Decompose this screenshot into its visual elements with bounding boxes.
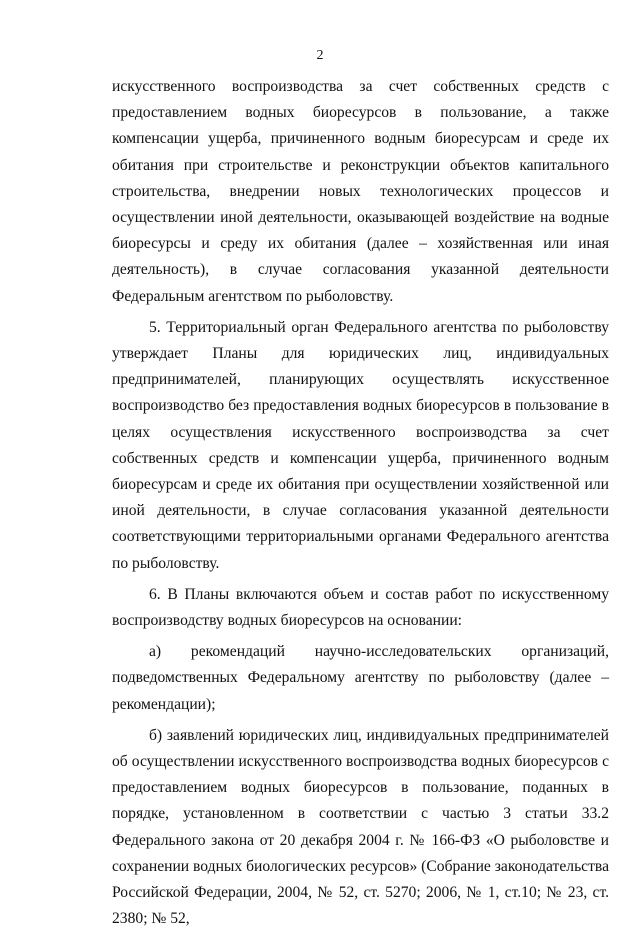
paragraph-item-5: 5. Территориальный орган Федерального агентства по рыболовству утверждает Планы для юридических лиц, индивидуальных предпринимателей, планирующих осуществлять искусственное воспроизводство без предоставления водных биоресурсов в пользование в целях осуществления искусственного воспроизводства за счет собственных средств и компенсации ущерба, причиненного водным биоресурсам и среде их обитания при осуществлении хозяйственной или иной деятельности, в случае согласования указанной деятельности соответствующими территориальными органами Федерального агентства по рыболовству. <box>112 318 609 572</box>
page-number: 2 <box>316 48 324 63</box>
paragraph-subitem-b: б) заявлений юридических лиц, индивидуальных предпринимателей об осуществлении искусственного воспроизводства водных биоресурсов с предоставлением водных биоресурсов в пользование, поданных в порядке, установленном в соответствии с частью 3 статьи 33.2 Федерального закона от 20 декабря 2004 г. № 166-ФЗ «О рыболовстве и сохранении водных биологических ресурсов» (Собрание законодательства Российской Федерации, 2004, № 52, ст. 5270; 2006, № 1, ст.10; № 23, ст. 2380; № 52, <box>112 726 609 928</box>
paragraph-subitem-a: а) рекомендаций научно-исследовательских организаций, подведомственных Федеральному агентству по рыболовству (далее – рекомендации); <box>112 643 609 713</box>
document-body <box>112 74 609 933</box>
paragraph-continuation: искусственного воспроизводства за счет собственных средств с предоставлением водных биоресурсов в пользование, а также компенсации ущерба, причиненного водным биоресурсам и среде их обитания при строительстве и реконструкции объектов капитального строительства, внедрении новых технологических процессов и осуществлении иной деятельности, оказывающей воздействие на водные биоресурсы и среду их обитания (далее – хозяйственная или иная деятельность), в случае согласования указанной деятельности Федеральным агентством по рыболовству. <box>112 78 609 305</box>
paragraph-item-6: 6. В Планы включаются объем и состав работ по искусственному воспроизводству водных биоресурсов на основании: <box>112 585 609 630</box>
